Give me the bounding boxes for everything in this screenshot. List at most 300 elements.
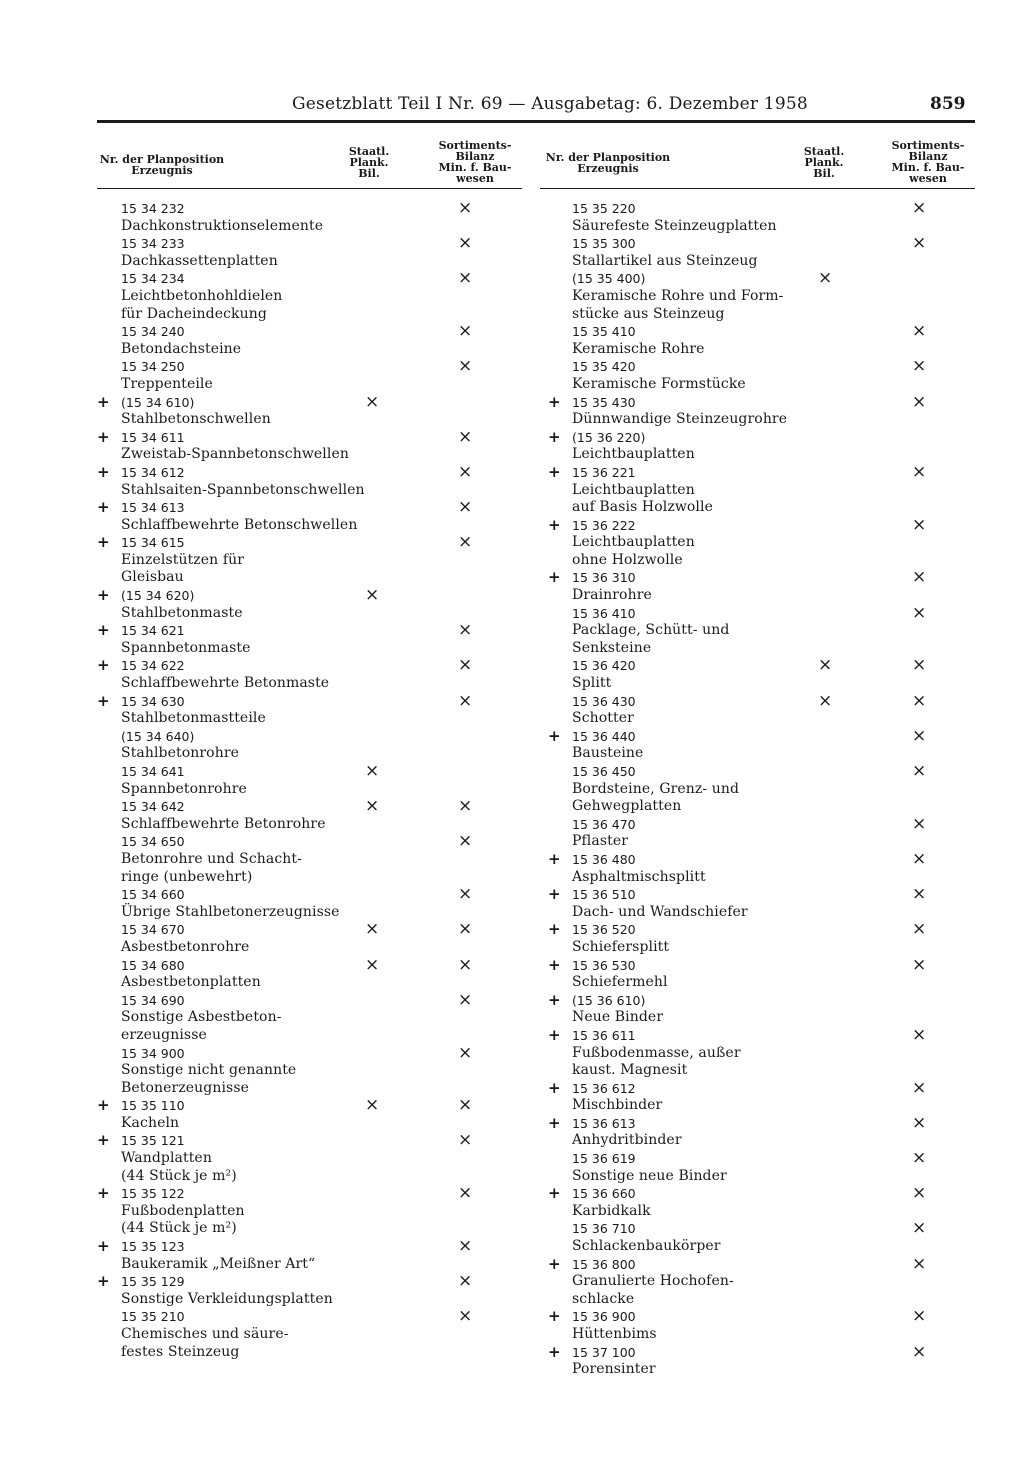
sortiments-bilanz-cross-mark: × xyxy=(912,514,927,535)
planposition-row xyxy=(540,886,975,904)
sortiments-bilanz-cross-mark: × xyxy=(912,655,927,676)
planposition-number: 15 36 510 xyxy=(572,887,636,903)
planposition-row xyxy=(540,323,975,341)
planposition-number: 15 34 900 xyxy=(121,1045,185,1061)
planposition-number: 15 35 430 xyxy=(572,394,636,410)
new-entry-plus-mark: + xyxy=(97,656,110,675)
planposition-row xyxy=(540,921,975,939)
planposition-number: (15 34 620) xyxy=(121,588,195,604)
sortiments-bilanz-cross-mark: × xyxy=(458,1183,473,1204)
sortiments-bilanz-cross-mark: × xyxy=(912,954,927,975)
sortiments-bilanz-cross-mark: × xyxy=(458,356,473,377)
product-name: Stahlbetonrohre xyxy=(121,745,239,762)
planposition-number: 15 34 680 xyxy=(121,957,185,973)
product-name: Zweistab-Spannbetonschwellen xyxy=(121,446,349,463)
product-name: Keramische Rohre und Form- xyxy=(572,287,784,304)
product-name: Asbestbetonrohre xyxy=(121,938,250,955)
new-entry-plus-mark: + xyxy=(97,1272,110,1291)
planposition-row xyxy=(97,391,522,412)
planposition-row xyxy=(540,270,975,288)
product-name: Fußbodenplatten xyxy=(121,1202,245,1219)
product-name: ohne Holzwolle xyxy=(572,551,683,568)
product-name: Chemisches und säure- xyxy=(121,1326,289,1342)
product-name: Spannbetonmaste xyxy=(121,639,251,656)
product-name: (44 Stück je m²) xyxy=(121,1167,237,1184)
sortiments-bilanz-cross-mark: × xyxy=(458,796,473,817)
product-name: Sonstige nicht genannte xyxy=(121,1062,297,1079)
product-name-row xyxy=(540,288,975,306)
product-name: Leichtbauplatten xyxy=(572,446,695,463)
sortiments-bilanz-cross-mark: × xyxy=(912,1218,927,1239)
planposition-number: 15 36 310 xyxy=(572,570,636,586)
product-name-row xyxy=(540,341,975,359)
staatl-bilanz-cross-mark: × xyxy=(365,919,380,940)
sortiments-bilanz-cross-mark: × xyxy=(912,391,927,412)
planposition-row xyxy=(540,1220,975,1238)
sortiments-bilanz-cross-mark: × xyxy=(458,954,473,975)
sortiments-bilanz-cross-mark: × xyxy=(458,532,473,553)
planposition-number: (15 34 640) xyxy=(121,728,195,744)
product-name: Gehwegplatten xyxy=(572,798,682,815)
sortiments-bilanz-cross-mark: × xyxy=(458,268,473,289)
planposition-row xyxy=(540,725,975,746)
planposition-number: 15 34 630 xyxy=(121,693,185,709)
planposition-number: 15 36 450 xyxy=(572,764,636,779)
planposition-row xyxy=(97,534,522,552)
planposition-row xyxy=(97,1185,522,1203)
new-entry-plus-mark: + xyxy=(548,726,561,745)
planposition-row xyxy=(540,813,975,834)
product-name: Leichtbauplatten xyxy=(572,534,695,551)
new-entry-plus-mark: + xyxy=(97,1184,110,1203)
planposition-number: 15 36 440 xyxy=(572,728,636,744)
product-name-row xyxy=(97,1150,522,1168)
planposition-row xyxy=(97,833,522,851)
sortiments-bilanz-cross-mark: × xyxy=(912,1253,927,1274)
new-entry-plus-mark: + xyxy=(548,885,561,904)
staatl-bilanz-cross-mark: × xyxy=(818,268,833,289)
planposition-row xyxy=(97,499,522,517)
header-rule xyxy=(97,120,975,123)
new-entry-plus-mark: + xyxy=(548,990,561,1009)
planposition-row xyxy=(97,1308,522,1326)
planposition-number: 15 34 612 xyxy=(121,464,185,480)
product-name: Übrige Stahlbetonerzeugnisse xyxy=(121,903,340,920)
product-name: Dach- und Wandschiefer xyxy=(572,903,748,920)
planposition-row xyxy=(97,235,522,253)
product-name: Asphaltmischsplitt xyxy=(572,868,706,885)
product-name-row xyxy=(97,376,522,394)
planposition-row xyxy=(97,587,522,605)
planposition-number: 15 34 642 xyxy=(121,799,185,815)
new-entry-plus-mark: + xyxy=(548,1184,561,1203)
product-name: auf Basis Holzwolle xyxy=(572,499,713,516)
new-entry-plus-mark: + xyxy=(548,462,561,481)
new-entry-plus-mark: + xyxy=(548,955,561,974)
planposition-number: 15 34 641 xyxy=(121,764,185,779)
product-name: Stahlbetonschwellen xyxy=(121,411,271,428)
product-name: Schlaffbewehrte Betonrohre xyxy=(121,815,326,832)
planposition-number: 15 36 470 xyxy=(572,816,636,832)
product-name: Dünnwandige Steinzeugrohre xyxy=(572,411,788,428)
planposition-row xyxy=(540,1253,975,1274)
product-name: Schlackenbaukörper xyxy=(572,1238,721,1255)
planposition-row xyxy=(540,200,975,218)
planposition-row xyxy=(97,622,522,640)
product-name: Betonrohre und Schacht- xyxy=(121,850,302,867)
product-name: Säurefeste Steinzeugplatten xyxy=(572,217,777,234)
product-name: Asbestbetonplatten xyxy=(121,974,261,991)
header-sortiments-bilanz: Sortiments- Bilanz Min. f. Bau- wesen xyxy=(438,139,512,185)
planposition-number: 15 34 232 xyxy=(121,201,185,216)
product-name-row xyxy=(540,376,975,394)
product-name-row xyxy=(97,1326,522,1344)
planposition-number: 15 36 520 xyxy=(572,922,636,938)
planposition-row xyxy=(540,569,975,587)
product-name: Kacheln xyxy=(121,1114,180,1131)
sortiments-bilanz-cross-mark: × xyxy=(458,690,473,711)
product-name: Splitt xyxy=(572,675,612,692)
new-entry-plus-mark: + xyxy=(97,1237,110,1256)
product-name: Stahlsaiten-Spannbetonschwellen xyxy=(121,481,365,498)
new-entry-plus-mark: + xyxy=(548,392,561,411)
planposition-number: 15 34 670 xyxy=(121,922,185,938)
product-name-row xyxy=(540,499,975,517)
entry-list xyxy=(540,189,975,1379)
planposition-row xyxy=(97,886,522,904)
planposition-row xyxy=(97,200,522,218)
product-name: Schlaffbewehrte Betonschwellen xyxy=(121,516,358,533)
product-name: Schotter xyxy=(572,710,634,727)
sortiments-bilanz-cross-mark: × xyxy=(912,725,927,746)
product-name: Bordsteine, Grenz- und xyxy=(572,780,740,797)
planposition-row xyxy=(97,1132,522,1150)
sortiments-bilanz-cross-mark: × xyxy=(912,919,927,940)
planposition-number: 15 34 615 xyxy=(121,535,185,551)
sortiments-bilanz-cross-mark: × xyxy=(912,233,927,254)
staatl-bilanz-cross-mark: × xyxy=(818,690,833,711)
planposition-number: 15 34 650 xyxy=(121,834,185,850)
sortiments-bilanz-cross-mark: × xyxy=(912,321,927,342)
product-name: (44 Stück je m²) xyxy=(121,1220,237,1237)
planposition-row xyxy=(540,657,975,675)
staatl-bilanz-cross-mark: × xyxy=(365,761,380,781)
sortiments-bilanz-cross-mark: × xyxy=(458,1306,473,1327)
planposition-number: 15 36 900 xyxy=(572,1309,636,1325)
product-name: Keramische Rohre xyxy=(572,340,705,357)
planposition-number: 15 35 300 xyxy=(572,236,636,252)
planposition-row xyxy=(97,1042,522,1063)
planposition-row xyxy=(97,798,522,816)
planposition-row xyxy=(97,358,522,376)
product-name: erzeugnisse xyxy=(121,1026,207,1043)
product-name-row xyxy=(540,640,975,658)
product-name-row xyxy=(540,1291,975,1309)
header-staatl-plank-bil: Staatl. Plank. Bil. xyxy=(803,145,845,180)
entry-list xyxy=(97,189,522,1361)
planposition-number: 15 35 121 xyxy=(121,1133,185,1149)
left-column xyxy=(97,136,522,1361)
product-name: Stahlbetonmaste xyxy=(121,604,243,621)
product-name: Stallartikel aus Steinzeug xyxy=(572,252,758,269)
planposition-row xyxy=(97,426,522,447)
planposition-number: 15 36 222 xyxy=(572,517,636,533)
sortiments-bilanz-cross-mark: × xyxy=(912,848,927,869)
header-planposition: Nr. der Planposition Erzeugnis xyxy=(545,151,671,175)
header-staatl-plank-bil: Staatl. Plank. Bil. xyxy=(348,145,390,180)
product-name-row xyxy=(540,869,975,887)
product-name: Drainrohre xyxy=(572,587,652,604)
new-entry-plus-mark: + xyxy=(97,691,110,710)
product-name: Schiefermehl xyxy=(572,974,668,991)
planposition-number: 15 36 480 xyxy=(572,851,636,867)
product-name-row xyxy=(540,1097,975,1115)
product-name-row xyxy=(97,745,522,763)
planposition-row xyxy=(540,992,975,1010)
planposition-number: 15 34 621 xyxy=(121,623,185,639)
planposition-row xyxy=(97,323,522,341)
new-entry-plus-mark: + xyxy=(548,1342,561,1361)
staatl-bilanz-cross-mark: × xyxy=(365,954,380,975)
sortiments-bilanz-cross-mark: × xyxy=(458,198,473,218)
sortiments-bilanz-cross-mark: × xyxy=(912,1024,927,1045)
sortiments-bilanz-cross-mark: × xyxy=(912,1077,927,1098)
sortiments-bilanz-cross-mark: × xyxy=(912,198,927,218)
product-name: Schiefersplitt xyxy=(572,938,670,955)
planposition-row xyxy=(97,461,522,482)
product-name: Pflaster xyxy=(572,833,629,850)
planposition-number: 15 35 420 xyxy=(572,359,636,375)
planposition-row xyxy=(540,461,975,482)
sortiments-bilanz-cross-mark: × xyxy=(912,1183,927,1204)
product-name-row xyxy=(540,253,975,271)
product-name: Betonerzeugnisse xyxy=(121,1079,250,1096)
planposition-row xyxy=(540,1341,975,1362)
planposition-number: 15 36 530 xyxy=(572,957,636,973)
new-entry-plus-mark: + xyxy=(548,1113,561,1132)
planposition-number: 15 34 250 xyxy=(121,359,185,375)
new-entry-plus-mark: + xyxy=(548,427,561,446)
product-name: Wandplatten xyxy=(121,1150,212,1167)
planposition-number: (15 35 400) xyxy=(572,271,646,287)
planposition-row xyxy=(540,1308,975,1326)
planposition-row xyxy=(97,1097,522,1115)
sortiments-bilanz-cross-mark: × xyxy=(458,919,473,940)
planposition-number: (15 34 610) xyxy=(121,394,195,410)
planposition-row xyxy=(540,763,975,781)
planposition-number: 15 35 129 xyxy=(121,1274,185,1290)
new-entry-plus-mark: + xyxy=(97,1096,110,1115)
product-name-row xyxy=(540,1203,975,1221)
planposition-number: 15 34 234 xyxy=(121,271,185,287)
product-name: festes Steinzeug xyxy=(121,1343,240,1360)
new-entry-plus-mark: + xyxy=(97,462,110,481)
product-name-row xyxy=(540,675,975,693)
new-entry-plus-mark: + xyxy=(548,1025,561,1044)
product-name: Granulierte Hochofen- xyxy=(572,1273,734,1290)
product-name: Neue Binder xyxy=(572,1009,664,1026)
planposition-number: 15 35 122 xyxy=(121,1186,185,1202)
column-header xyxy=(540,136,975,189)
product-name: Dachkassettenplatten xyxy=(121,252,278,269)
product-name: Fußbodenmasse, außer xyxy=(572,1044,741,1061)
sortiments-bilanz-cross-mark: × xyxy=(458,1130,473,1151)
sortiments-bilanz-cross-mark: × xyxy=(912,761,927,781)
product-name-row xyxy=(540,1168,975,1186)
product-name-row xyxy=(540,833,975,851)
product-name: Stahlbetonmastteile xyxy=(121,710,266,727)
product-name-row xyxy=(97,569,522,587)
product-name: Dachkonstruktionselemente xyxy=(121,217,324,234)
product-name: Karbidkalk xyxy=(572,1202,651,1219)
product-name-row xyxy=(540,1045,975,1063)
product-name: Einzelstützen für xyxy=(121,551,245,568)
new-entry-plus-mark: + xyxy=(548,515,561,534)
product-name-row xyxy=(97,1344,522,1362)
planposition-row xyxy=(97,728,522,746)
sortiments-bilanz-cross-mark: × xyxy=(458,1271,473,1292)
planposition-number: 15 35 123 xyxy=(121,1239,185,1255)
new-entry-plus-mark: + xyxy=(548,849,561,868)
staatl-bilanz-cross-mark: × xyxy=(365,1095,380,1116)
planposition-number: 15 36 612 xyxy=(572,1080,636,1096)
sortiments-bilanz-cross-mark: × xyxy=(458,426,473,447)
product-name: stücke aus Steinzeug xyxy=(572,305,725,322)
planposition-row xyxy=(540,235,975,253)
sortiments-bilanz-cross-mark: × xyxy=(458,1095,473,1116)
product-name-row xyxy=(540,306,975,324)
product-name-row xyxy=(97,1027,522,1045)
planposition-row xyxy=(97,1238,522,1256)
sortiments-bilanz-cross-mark: × xyxy=(912,356,927,377)
new-entry-plus-mark: + xyxy=(97,533,110,552)
product-name-row xyxy=(540,974,975,992)
planposition-number: 15 36 613 xyxy=(572,1115,636,1131)
planposition-row xyxy=(540,602,975,623)
product-name: Packlage, Schütt- und xyxy=(572,622,730,639)
planposition-row xyxy=(540,1150,975,1168)
new-entry-plus-mark: + xyxy=(548,920,561,939)
planposition-number: 15 35 220 xyxy=(572,201,636,216)
product-name-row xyxy=(540,1238,975,1256)
planposition-row xyxy=(540,1024,975,1045)
product-name-row xyxy=(540,587,975,605)
new-entry-plus-mark: + xyxy=(548,1254,561,1273)
planposition-row xyxy=(97,270,522,288)
planposition-row xyxy=(540,954,975,975)
sortiments-bilanz-cross-mark: × xyxy=(458,989,473,1010)
product-name: Anhydritbinder xyxy=(572,1132,682,1149)
planposition-number: 15 36 611 xyxy=(572,1027,636,1043)
product-name: für Dacheindeckung xyxy=(121,305,267,322)
product-name-row xyxy=(540,534,975,552)
sortiments-bilanz-cross-mark: × xyxy=(912,461,927,482)
product-name: Sonstige Verkleidungsplatten xyxy=(121,1290,333,1307)
planposition-row xyxy=(540,358,975,376)
new-entry-plus-mark: + xyxy=(97,427,110,446)
new-entry-plus-mark: + xyxy=(97,1131,110,1150)
product-name-row xyxy=(540,482,975,500)
planposition-number: 15 34 690 xyxy=(121,992,185,1008)
product-name: Keramische Formstücke xyxy=(572,375,746,392)
right-column xyxy=(540,136,975,1379)
sortiments-bilanz-cross-mark: × xyxy=(912,690,927,711)
product-name: Leichtbetonhohldielen xyxy=(121,287,283,304)
header-planposition: Nr. der Planposition Erzeugnis xyxy=(99,153,225,177)
product-name: Treppenteile xyxy=(121,375,213,392)
product-name-row xyxy=(540,218,975,236)
staatl-bilanz-cross-mark: × xyxy=(365,796,380,817)
sortiments-bilanz-cross-mark: × xyxy=(458,884,473,905)
planposition-row xyxy=(540,1112,975,1133)
product-name: Schlaffbewehrte Betonmaste xyxy=(121,675,330,692)
planposition-number: 15 34 611 xyxy=(121,429,185,445)
planposition-number: 15 34 240 xyxy=(121,324,185,340)
product-name-row xyxy=(97,1203,522,1221)
product-name-row xyxy=(97,851,522,869)
planposition-row xyxy=(97,954,522,975)
planposition-row xyxy=(540,1185,975,1203)
product-name-row xyxy=(97,939,522,957)
planposition-number: 15 35 410 xyxy=(572,324,636,340)
planposition-number: 15 34 622 xyxy=(121,658,185,674)
product-name: Porensinter xyxy=(572,1361,656,1378)
sortiments-bilanz-cross-mark: × xyxy=(458,1042,473,1063)
product-name-row xyxy=(540,411,975,429)
sortiments-bilanz-cross-mark: × xyxy=(458,831,473,852)
planposition-number: 15 36 710 xyxy=(572,1221,636,1237)
product-name: Spannbetonrohre xyxy=(121,780,247,797)
product-name: Mischbinder xyxy=(572,1097,663,1114)
planposition-number: 15 36 410 xyxy=(572,605,636,621)
sortiments-bilanz-cross-mark: × xyxy=(458,620,473,641)
planposition-row xyxy=(97,989,522,1010)
product-name: Sonstige Asbestbeton- xyxy=(121,1009,282,1026)
planposition-number: 15 36 430 xyxy=(572,693,636,709)
page-header-title: Gesetzblatt Teil I Nr. 69 — Ausgabetag: 6. Dezember 1958 xyxy=(292,94,808,114)
product-name: Gleisbau xyxy=(121,569,184,586)
product-name-row xyxy=(540,446,975,464)
sortiments-bilanz-cross-mark: × xyxy=(458,1236,473,1257)
product-name: Sonstige neue Binder xyxy=(572,1167,727,1184)
product-name-row xyxy=(97,1009,522,1027)
page-number: 859 xyxy=(930,94,966,114)
sortiments-bilanz-cross-mark: × xyxy=(912,1306,927,1327)
new-entry-plus-mark: + xyxy=(548,1307,561,1326)
planposition-number: 15 36 221 xyxy=(572,464,636,480)
planposition-row xyxy=(540,514,975,535)
new-entry-plus-mark: + xyxy=(97,392,110,411)
staatl-bilanz-cross-mark: × xyxy=(365,585,380,606)
planposition-number: 15 36 420 xyxy=(572,658,636,674)
new-entry-plus-mark: + xyxy=(548,568,561,587)
product-name: schlacke xyxy=(572,1290,635,1307)
new-entry-plus-mark: + xyxy=(97,621,110,640)
product-name-row xyxy=(97,288,522,306)
planposition-row xyxy=(97,1273,522,1291)
staatl-bilanz-cross-mark: × xyxy=(818,655,833,676)
planposition-number: 15 36 800 xyxy=(572,1256,636,1272)
planposition-row xyxy=(97,657,522,675)
planposition-row xyxy=(540,690,975,711)
product-name: Bausteine xyxy=(572,745,644,762)
product-name-row xyxy=(540,1009,975,1027)
staatl-bilanz-cross-mark: × xyxy=(365,391,380,412)
product-name: Senksteine xyxy=(572,639,652,656)
sortiments-bilanz-cross-mark: × xyxy=(458,321,473,342)
new-entry-plus-mark: + xyxy=(548,1078,561,1097)
product-name: Hüttenbims xyxy=(572,1326,657,1342)
